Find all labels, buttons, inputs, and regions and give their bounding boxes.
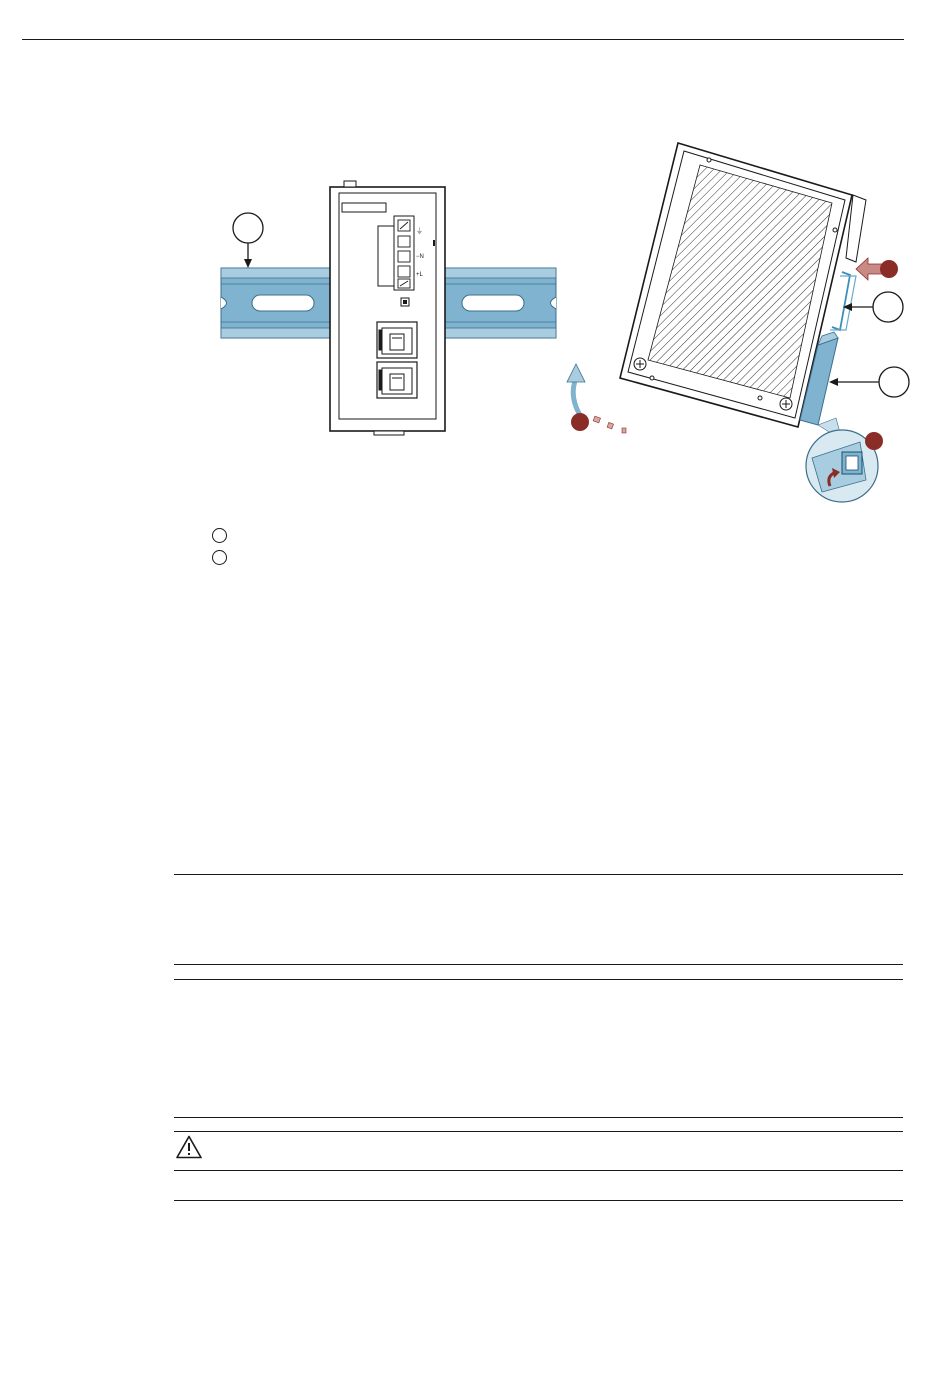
terminal-label-minus: −N (416, 254, 424, 260)
warning-box-mid-rule (174, 1170, 903, 1171)
switch-device-front (330, 181, 445, 435)
warning-box-top-rule (174, 1131, 903, 1132)
terminal-label-ground: ⏚ (416, 228, 423, 235)
info-box-bottom-rule (174, 1117, 903, 1118)
info-box-top-rule (174, 979, 903, 980)
terminal-label-plus: +L (416, 272, 423, 278)
note-box-top-rule (174, 874, 903, 875)
callout-1-left (233, 213, 263, 268)
tilt-arrow-step (567, 364, 626, 433)
warning-box-bottom-rule (174, 1200, 903, 1201)
din-rail-mounting-figure (0, 0, 950, 520)
slider-detail-magnifier (806, 418, 883, 502)
legend-item-1 (212, 528, 235, 543)
push-arrow-step (856, 258, 898, 280)
legend-number (212, 550, 227, 565)
warning-triangle-icon (176, 1135, 202, 1159)
ethernet-port-2 (377, 362, 417, 398)
note-box-bottom-rule (174, 964, 903, 965)
ethernet-port-1 (377, 322, 417, 358)
callout-3-right (829, 367, 909, 397)
legend-item-2 (212, 550, 235, 565)
legend-number (212, 528, 227, 543)
